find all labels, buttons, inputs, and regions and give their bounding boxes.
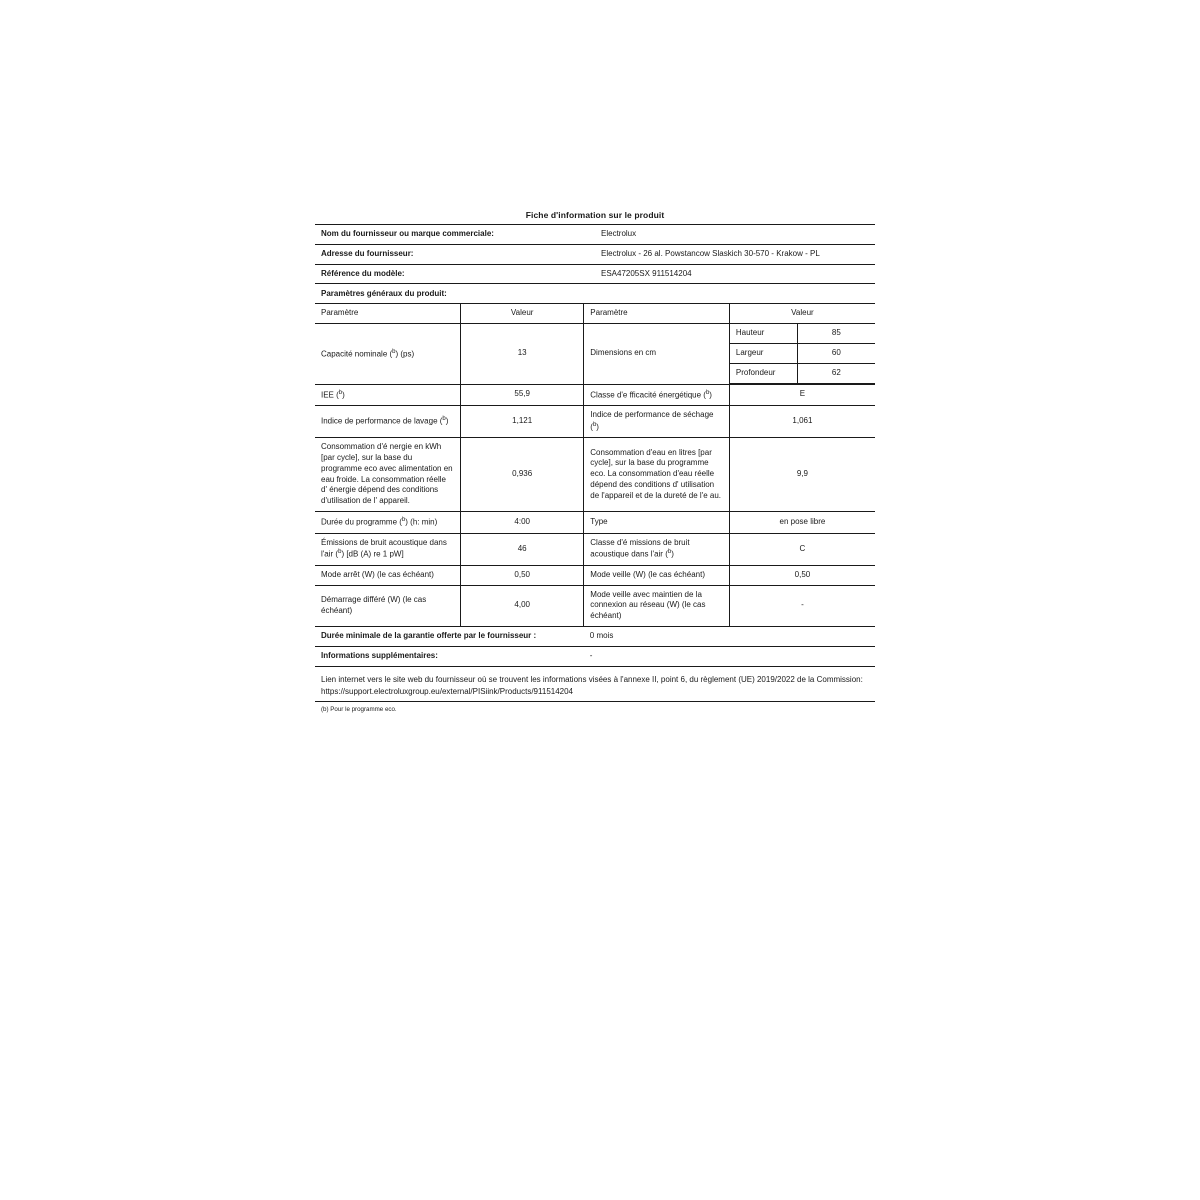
rated-capacity-label-tail: ) (ps) — [395, 349, 415, 359]
off-mode-label: Mode arrêt (W) (le cas échéant) — [315, 565, 461, 585]
additional-info-label: Informations supplémentaires: — [315, 646, 584, 666]
table-row — [315, 585, 875, 626]
supplier-name-value: Electrolux — [595, 225, 875, 245]
noise-class-label-tail: ) — [671, 549, 674, 559]
delayed-start-label: Démarrage différé (W) (le cas échéant) — [315, 585, 461, 626]
eei-label-tail: ) — [342, 390, 345, 400]
footnote-marker: b — [442, 416, 446, 423]
noise-emissions-label-text: Émissions de bruit acoustique dans l'air ( — [321, 537, 447, 559]
dimensions-subtable-cell — [729, 324, 875, 384]
dimension-name-depth: Profondeur — [730, 363, 797, 383]
supplier-name-label: Nom du fournisseur ou marque commerciale: — [315, 225, 595, 245]
warranty-label: Durée minimale de la garantie offerte par le fournisseur : — [315, 627, 584, 646]
table-row — [315, 244, 875, 264]
page-title: Fiche d'information sur le produit — [525, 210, 665, 220]
noise-class-value: C — [729, 533, 875, 565]
water-consumption-label: Consommation d'eau en litres [par cycle], sur la base du programme eco. La consommation d'eau réelle dépend des conditions d' utilisation de l'appareil et de la dureté de l'e au. — [584, 438, 730, 512]
table-row — [315, 533, 875, 565]
energy-consumption-label: Consommation d'é nergie en kWh [par cycle], sur la base du programme eco avec alimentation en eau froide. La consommation réelle d' énergie dépend des conditions d'utilisation de l' appareil. — [315, 438, 461, 512]
program-duration-value: 4:00 — [461, 512, 584, 533]
noise-class-label — [584, 533, 730, 565]
dimension-value-depth: 62 — [797, 363, 875, 383]
eei-value: 55,9 — [461, 384, 584, 405]
energy-class-label — [584, 384, 730, 405]
program-duration-label-tail: ) (h: min) — [405, 517, 438, 527]
product-information-sheet — [315, 210, 875, 713]
dimension-name-width: Largeur — [730, 343, 797, 363]
model-reference-value: ESA47205SX 911514204 — [595, 264, 875, 284]
energy-class-value: E — [729, 384, 875, 405]
drying-performance-label-tail: ) — [596, 422, 599, 432]
rated-capacity-label — [315, 324, 461, 384]
table-row — [730, 324, 875, 343]
type-value: en pose libre — [729, 512, 875, 533]
type-label: Type — [584, 512, 730, 533]
standby-mode-label: Mode veille (W) (le cas échéant) — [584, 565, 730, 585]
drying-performance-value: 1,061 — [729, 406, 875, 438]
table-row — [315, 438, 875, 512]
noise-class-label-text: Classe d'é missions de bruit acoustique dans l'air ( — [590, 537, 690, 559]
header-value-right: Valeur — [729, 304, 875, 324]
table-row — [315, 324, 875, 384]
footnote-eco-program: (b) Pour le programme eco. — [321, 705, 397, 713]
table-row — [730, 343, 875, 363]
footnote-marker: b — [705, 389, 710, 396]
noise-emissions-value: 46 — [461, 533, 584, 565]
internet-link-note: Lien internet vers le site web du fournisseur où se trouvent les informations visées à l'annexe II, point 6, du règlement (UE) 2019/2022 de la Commission: https://support.electroluxgroup.eu/external/PISiink/Products/911514204 — [321, 674, 863, 696]
table-row — [315, 646, 875, 666]
delayed-start-value: 4,00 — [461, 585, 584, 626]
standby-mode-value: 0,50 — [729, 565, 875, 585]
footnote-marker: b — [338, 389, 343, 396]
noise-emissions-label — [315, 533, 461, 565]
additional-info-value: - — [584, 646, 875, 666]
networked-standby-label: Mode veille avec maintien de la connexion au réseau (W) (le cas échéant) — [584, 585, 730, 626]
washing-performance-label — [315, 406, 461, 438]
eei-label-text: IEE ( — [321, 390, 339, 400]
general-parameters-label: Paramètres généraux du produit: — [321, 289, 447, 299]
footnote-marker: b — [392, 348, 396, 355]
table-row — [315, 565, 875, 585]
dimensions-table — [730, 324, 875, 383]
header-param-left: Paramètre — [315, 304, 461, 324]
drying-performance-label — [584, 406, 730, 438]
table-row — [315, 225, 875, 245]
washing-performance-label-text: Indice de performance de lavage ( — [321, 417, 443, 427]
supplier-address-label: Adresse du fournisseur: — [315, 244, 595, 264]
dimension-value-width: 60 — [797, 343, 875, 363]
washing-performance-label-tail: ) — [445, 417, 449, 427]
energy-class-label-tail: ) — [709, 390, 712, 400]
rated-capacity-label-text: Capacité nominale ( — [321, 349, 393, 359]
table-row — [315, 627, 875, 646]
dimension-value-height: 85 — [797, 324, 875, 343]
table-row — [315, 512, 875, 533]
eei-label — [315, 384, 461, 405]
supplier-table — [315, 224, 875, 284]
table-row — [315, 406, 875, 438]
program-duration-label — [315, 512, 461, 533]
supplier-address-value: Electrolux - 26 al. Powstancow Slaskich 30-570 - Krakow - PL — [595, 244, 875, 264]
drying-performance-label-text: Indice de performance de séchage ( — [590, 410, 714, 432]
general-parameters-table — [315, 303, 875, 627]
noise-emissions-label-tail: ) [dB (A) re 1 pW] — [341, 549, 404, 559]
energy-consumption-value: 0,936 — [461, 438, 584, 512]
footnote-marker: b — [667, 549, 672, 556]
table-row — [730, 363, 875, 383]
program-duration-label-text: Durée du programme ( — [321, 517, 402, 527]
off-mode-value: 0,50 — [461, 565, 584, 585]
warranty-table — [315, 627, 875, 667]
warranty-value: 0 mois — [584, 627, 875, 646]
table-header-row — [315, 304, 875, 324]
networked-standby-value: - — [729, 585, 875, 626]
dimension-name-height: Hauteur — [730, 324, 797, 343]
washing-performance-value: 1,121 — [461, 406, 584, 438]
water-consumption-value: 9,9 — [729, 438, 875, 512]
dimensions-label: Dimensions en cm — [584, 324, 730, 384]
table-row — [315, 264, 875, 284]
rated-capacity-value: 13 — [461, 324, 584, 384]
header-param-right: Paramètre — [584, 304, 730, 324]
table-row — [315, 384, 875, 405]
footnote-marker: b — [592, 421, 597, 428]
model-reference-label: Référence du modèle: — [315, 264, 595, 284]
footnote-marker: b — [338, 549, 342, 556]
energy-class-label-text: Classe d'e fficacité énergétique ( — [590, 390, 706, 400]
header-value-left: Valeur — [461, 304, 584, 324]
footnote-marker: b — [401, 517, 406, 524]
